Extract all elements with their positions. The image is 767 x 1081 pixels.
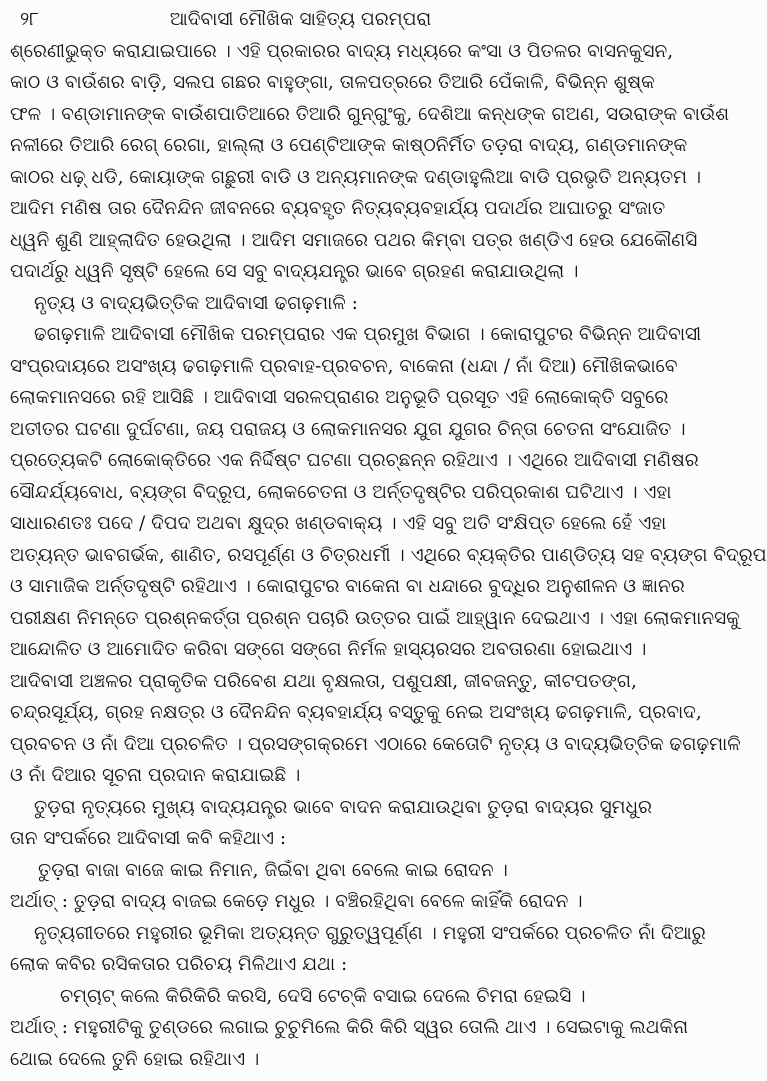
verse-meaning	[10, 1012, 689, 1075]
page-number: ୨୮	[20, 9, 39, 30]
body-line: ସାଧାରଣତଃ ପଦେ / ଦିପଦ ଅଥବା କ୍ଷୁଦ୍ର ଖଣ୍ଡବାକ୍ୟ । ଏହି ସବୁ ଅତି ସଂକ୍ଷିପ୍ତ ହେଲେ ହେଁ ଏହା	[10, 513, 667, 534]
body-line: କାଠର ଧଢ଼୍ ଧଡି, କୋୟାଙ୍କ ଗଛୁରୀ ବାଡି ଓ ଅନ୍ୟମାନଙ୍କ ଦଣ୍ଡାହୁଲିଆ ବାଡି ପ୍ରଭୃତି ଅନ୍ୟତମ ।	[10, 166, 702, 188]
page-header	[10, 4, 591, 36]
body-line: ନୃତ୍ୟଗୀତରେ ମହୁରୀର ଭୂମିକା ଅତ୍ୟନ୍ତ ଗୁରୁତ୍ୱପୂର୍ଣ୍ଣ । ମହୁରୀ ସଂପର୍କରେ ପ୍ରଚଳିତ ନାଁ ଦିଆରୁ	[34, 922, 706, 944]
body-line: ପ୍ରତ୍ୟେକଟି ଲୋକୋକ୍ତିରେ ଏକ ନିର୍ଦ୍ଦିଷ୍ଟ ଘଟଣା ପ୍ରଚ୍ଛନ୍ନ ରହିଥାଏ । ଏଥିରେ ଆଦିବାସୀ ମଣିଷର	[10, 450, 699, 471]
body-line: ଲୋକ କବିର ରସିକତାର ପରିଚୟ ମିଳିଥାଏ ଯଥା :	[10, 954, 348, 975]
body-line: ଢଗଢ଼ମାଳି ଆଦିବାସୀ ମୌଖିକ ପରମ୍ପରାର ଏକ ପ୍ରମୁଖ ବିଭାଗ । କୋରାପୁଟର ବିଭିନ୍ନ ଆଦିବାସୀ	[34, 324, 702, 345]
paragraph-tudra	[10, 792, 653, 855]
body-line: ତୁଡ଼ରା ନୃତ୍ୟରେ ମୁଖ୍ୟ ବାଦ୍ୟଯନ୍ତ୍ର ଭାବେ ବାଦନ କରାଯାଉଥିବା ତୁଡ଼ରା ବାଦ୍ୟର ସୁମଧୁର	[34, 796, 653, 818]
body-line: ଆଦିବାସୀ ଅଞ୍ଚଳର ପ୍ରାକୃତିକ ପରିବେଶ ଯଥା ବୃକ୍ଷଲତା, ପଶୁପକ୍ଷୀ, ଜୀବଜନ୍ତୁ, କୀଟପତଙ୍ଗ,	[10, 670, 637, 692]
running-title: ଆଦିବାସୀ ମୌଖିକ ସାହିତ୍ୟ ପରମ୍ପରା	[169, 9, 432, 30]
section-heading: ନୃତ୍ୟ ଓ ବାଦ୍ୟଭିତ୍ତିକ ଆଦିବାସୀ ଢଗଢ଼ମାଳି :	[34, 292, 358, 314]
body-line: କାଠ ଓ ବାଉଁଶର ବାଡ଼ି, ସଲପ ଗଛର ବାହୁଙ୍ଗା, ତାଳପତ୍ରରେ ତିଆରି ପେଁକାଳି, ବିଭିନ୍ନ ଶୁଷ୍କ	[10, 72, 655, 93]
body-line: ଶ୍ରେଣୀଭୁକ୍ତ କରାଯାଇପାରେ । ଏହି ପ୍ରକାରର ବାଦ୍ୟ ମଧ୍ୟରେ କଂସା ଓ ପିତଳର ବାସନକୁସନ,	[10, 40, 674, 62]
body-line: ଧ୍ୱନି ଶୁଣି ଆହ୍ଲାଦିତ ହେଉଥିଲା । ଆଦିମ ସମାଜରେ ପଥର କିମ୍ବା ପତ୍ର ଖଣ୍ଡିଏ ହେଉ ଯେକୌଣସି	[10, 229, 698, 251]
verse-quote: ତୁଡ଼ରା ବାଜା ବାଜେ କାଇ ନିମାନ, ଜିଇଁବା ଥିବା ବେଲେ କାଇ ରୋଦନ ।	[38, 859, 508, 881]
body-line: ସୌନ୍ଦର୍ଯ୍ୟବୋଧ, ବ୍ୟଙ୍ଗ ବିଦ୍ରୂପ, ଲୋକଚେତନା ଓ ଅର୍ନ୍ତଦୃଷ୍ଟିର ପରିପ୍ରକାଶ ଘଟିଥାଏ । ଏହା	[10, 481, 672, 503]
body-line: ଫଳ । ବଣ୍ଡାମାନଙ୍କ ବାଉଁଶପାତିଆରେ ତିଆରି ଗୁନ୍ଗୁଂକୁ, ଦେଶିଆ କନ୍ଧଙ୍କ ଗଅଣ, ସଉରାଙ୍କ ବାଉଁଶ	[10, 103, 730, 125]
body-line: ଥୋଇ ଦେଲେ ତୁନି ହୋଇ ରହିଥାଏ ।	[10, 1048, 260, 1070]
paragraph-proverbs	[10, 319, 767, 792]
body-line: ଓ ନାଁ ଦିଆର ସୂଚନା ପ୍ରଦାନ କରାଯାଇଛି ।	[10, 765, 301, 786]
body-line: ନଳୀରେ ତିଆରି ରେଗ୍ ରେଗା, ହାଲ୍ଲା ଓ ପେଣ୍ଟିଆଙ୍କ କାଷ୍ଠନିର୍ମିତ ତଡ଼ରା ବାଦ୍ୟ, ଗଣ୍ଡମାନଙ୍କ	[10, 135, 688, 156]
body-line: ଆନ୍ଦୋଳିତ ଓ ଆମୋଦିତ କରିବା ସଙ୍ଗେ ସଙ୍ଗେ ନିର୍ମଳ ହାସ୍ୟରସର ଅବତାରଣା ହୋଇଥାଏ ।	[10, 639, 647, 660]
paragraph-mahuri	[10, 918, 706, 981]
body-line: ଅର୍ଥାତ୍ : ମହୁରୀଟିକୁ ତୁଣ୍ଡରେ ଲଗାଇ ଚୁଚୁମିଲେ କିରି କିରି ସ୍ୱର ତୋଲି ଥାଏ । ସେଇଟାକୁ ଲଥକିନା	[10, 1017, 689, 1038]
body-line: ଓ ସାମାଜିକ ଅର୍ନ୍ତଦୃଷ୍ଟି ରହିଥାଏ । କୋରାପୁଟର ବାକେନା ବା ଧନ୍ଦାରେ ବୁଦ୍ଧିର ଅନୁଶୀଳନ ଓ ଜ୍ଞାନର	[10, 576, 685, 597]
body-line: ସଂପ୍ରଦାୟରେ ଅସଂଖ୍ୟ ଢଗଢ଼ମାଳି ପ୍ରବାହ-ପ୍ରବଚନ, ବାକେନା (ଧନ୍ଦା / ନାଁ ଦିଆ) ମୌଖିକଭାବେ	[10, 355, 678, 377]
body-line: ପଦାର୍ଥରୁ ଧ୍ୱନି ସୃଷ୍ଟି ହେଲେ ସେ ସବୁ ବାଦ୍ୟଯନ୍ତ୍ର ଭାବେ ଗ୍ରହଣ କରାଯାଉଥିଲା ।	[10, 261, 579, 282]
paragraph-instruments	[10, 36, 730, 288]
body-line: ଅତୀତର ଘଟଣା ଦୁର୍ଘଟଣା, ଜୟ ପରାଜୟ ଓ ଲୋକମାନସର ଯୁଗ ଯୁଗର ଚିନ୍ତା ଚେତନା ସଂଯୋଜିତ ।	[10, 418, 686, 440]
body-line: ତାନ ସଂପର୍କରେ ଆଦିବାସୀ କବି କହିଥାଏ :	[10, 828, 287, 849]
body-line: ଲୋକମାନସରେ ରହି ଆସିଛି । ଆଦିବାସୀ ସରଳପ୍ରାଣର ଅନୁଭୂତି ପ୍ରସୂତ ଏହି ଲୋକୋକ୍ତି ସବୁରେ	[10, 387, 669, 408]
verse-meaning: ଅର୍ଥାତ୍ : ତୁଡ଼ରା ବାଦ୍ୟ ବାଜଇ କେଡ଼େ ମଧୁର । ବଞ୍ଚିରହିଥିବା ବେଳେ କାହିଁକି ରୋଦନ ।	[10, 891, 583, 912]
body-line: ପ୍ରବଚନ ଓ ନାଁ ଦିଆ ପ୍ରଚଳିତ । ପ୍ରସଙ୍ଗକ୍ରମେ ଏଠାରେ କେତୋଟି ନୃତ୍ୟ ଓ ବାଦ୍ୟଭିତ୍ତିକ ଢଗଢ଼ମାଳି	[10, 733, 741, 755]
body-line: ପରୀକ୍ଷଣ ନିମନ୍ତେ ପ୍ରଶ୍ନକର୍ତ୍ତା ପ୍ରଶ୍ନ ପଚାରି ଉତ୍ତର ପାଇଁ ଆହ୍ୱାନ ଦେଇଥାଏ । ଏହା ଲୋକମାନସକୁ	[10, 607, 740, 629]
body-line: ଆଦିମ ମଣିଷ ତାର ଦୈନନ୍ଦିନ ଜୀବନରେ ବ୍ୟବହୃତ ନିତ୍ୟବ୍ୟବହାର୍ଯ୍ୟ ପଦାର୍ଥର ଆଘାତରୁ ସଂଜାତ	[10, 198, 666, 219]
body-line: ଅତ୍ୟନ୍ତ ଭାବଗର୍ଭକ, ଶାଣିତ, ରସପୂର୍ଣ୍ଣ ଓ ଚିତ୍ରଧର୍ମୀ । ଏଥିରେ ବ୍ୟକ୍ତିର ପାଣ୍ଡିତ୍ୟ ସହ ବ୍ୟଙ୍ଗ ବିଦ୍ରୂପ	[10, 544, 767, 566]
verse-quote: ଚମ୍ଚାଟ୍ କଲେ କିରିକିରି କରସି, ଦେସି ଟେଚ୍କି ବସାଇ ଦେଲେ ଚିମରା ହେଇସି ।	[60, 985, 586, 1007]
body-line: ଚନ୍ଦ୍ରସୂର୍ଯ୍ୟ, ଗ୍ରହ ନକ୍ଷତ୍ର ଓ ଦୈନନ୍ଦିନ ବ୍ୟବହାର୍ଯ୍ୟ ବସ୍ତୁକୁ ନେଇ ଅସଂଖ୍ୟ ଢଗଢ଼ମାଳି, ପ୍ରବାଦ,	[10, 702, 702, 723]
